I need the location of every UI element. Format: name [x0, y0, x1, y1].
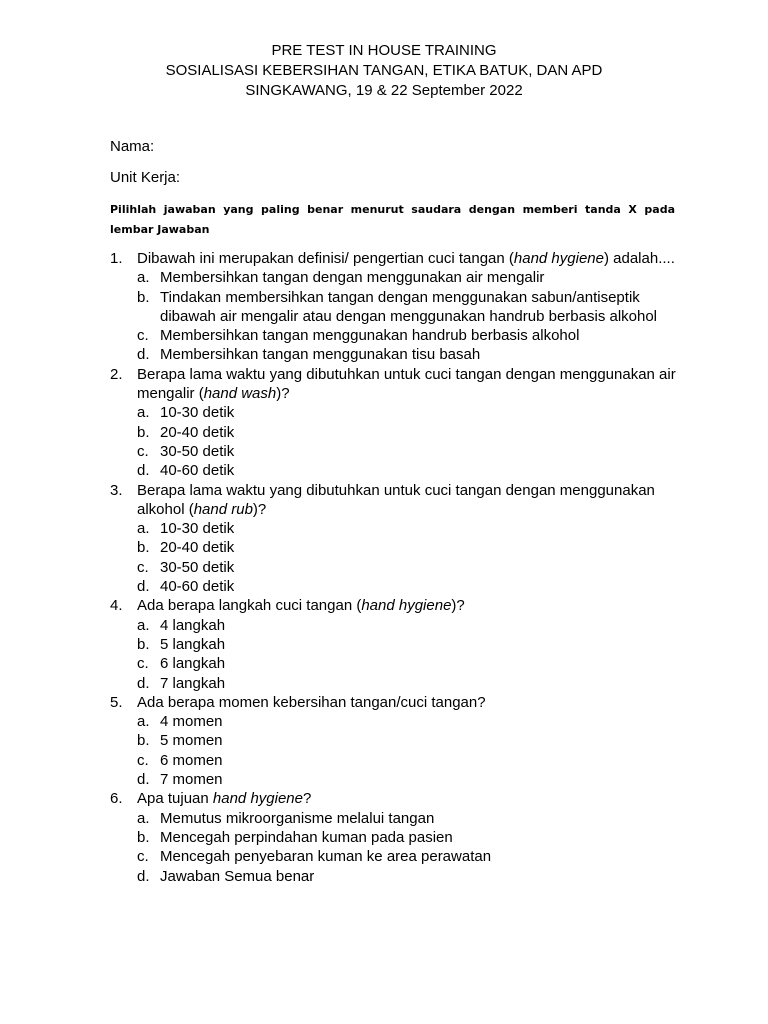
question-text: Ada berapa langkah cuci tangan (hand hygiene)? [137, 597, 465, 615]
answer-options [110, 809, 690, 886]
answer-option[interactable] [110, 635, 690, 654]
question-text: Apa tujuan hand hygiene? [137, 790, 312, 808]
nama-field-label: Nama: [110, 138, 155, 155]
question-text: Berapa lama waktu yang dibutuhkan untuk cuci tangan dengan menggunakan air mengalir (hand wash)? [137, 365, 676, 403]
answer-option[interactable] [110, 828, 690, 847]
option-text: 30-50 detik [160, 442, 235, 460]
option-text: Tindakan membersihkan tangan dengan menggunakan sabun/antiseptik dibawah air mengalir atau dengan menggunakan handrub berbasis alkohol [160, 288, 658, 325]
option-text: Membersihkan tangan dengan menggunakan air mengalir [160, 269, 545, 287]
question-5 [110, 693, 690, 789]
question-number: 4. [110, 597, 123, 615]
answer-option[interactable] [110, 674, 690, 693]
answer-options [110, 403, 690, 480]
option-letter: b. [137, 539, 150, 557]
question-text: Berapa lama waktu yang dibutuhkan untuk cuci tangan dengan menggunakan alkohol (hand rub)? [137, 481, 655, 518]
question-list [110, 249, 690, 886]
option-letter: a. [137, 809, 150, 827]
question-number: 1. [110, 250, 123, 267]
option-letter: b. [137, 288, 150, 306]
option-letter: d. [137, 771, 150, 789]
option-letter: c. [137, 751, 149, 769]
answer-option[interactable] [110, 288, 690, 327]
option-letter: a. [137, 713, 150, 731]
document-header [0, 41, 768, 101]
header-location-date: SINGKAWANG, 19 & 22 September 2022 [245, 82, 523, 99]
option-letter: d. [137, 674, 150, 692]
option-text: 20-40 detik [160, 423, 235, 441]
option-text: 30-50 detik [160, 558, 235, 576]
question-text: Dibawah ini merupakan definisi/ pengertian cuci tangan (hand hygiene) adalah.... [137, 250, 675, 267]
option-text: 6 langkah [160, 655, 226, 673]
option-letter: d. [137, 462, 150, 480]
question-4 [110, 596, 690, 692]
option-letter: d. [137, 578, 150, 596]
option-text: 40-60 detik [160, 578, 235, 596]
answer-option[interactable] [110, 577, 690, 596]
answer-option[interactable] [110, 654, 690, 673]
option-letter: d. [137, 867, 150, 885]
option-text: Memutus mikroorganisme melalui tangan [160, 809, 435, 827]
answer-option[interactable] [110, 268, 690, 287]
option-letter: b. [137, 732, 150, 750]
question-number: 3. [110, 481, 123, 499]
question-number: 6. [110, 790, 123, 808]
option-letter: a. [137, 269, 150, 287]
answer-option[interactable] [110, 867, 690, 886]
answer-option[interactable] [110, 538, 690, 557]
answer-option[interactable] [110, 712, 690, 731]
answer-options [110, 712, 690, 789]
unit-kerja-field-label: Unit Kerja: [110, 169, 181, 186]
answer-options [110, 268, 690, 364]
option-letter: c. [137, 655, 149, 673]
option-text: 5 momen [160, 732, 223, 750]
question-number: 2. [110, 365, 123, 383]
option-text: 10-30 detik [160, 404, 235, 422]
answer-option[interactable] [110, 423, 690, 442]
option-text: Membersihkan tangan menggunakan handrub berbasis alkohol [160, 327, 580, 345]
question-2 [110, 365, 690, 481]
answer-options [110, 519, 690, 596]
option-text: 7 momen [160, 771, 223, 789]
answer-option[interactable] [110, 616, 690, 635]
option-letter: c. [137, 327, 149, 345]
answer-option[interactable] [110, 731, 690, 750]
answer-option[interactable] [110, 403, 690, 422]
option-text: Mencegah perpindahan kuman pada pasien [160, 828, 453, 846]
answer-option[interactable] [110, 770, 690, 789]
question-6 [110, 789, 690, 885]
option-letter: b. [137, 828, 150, 846]
question-1 [110, 249, 690, 365]
option-letter: a. [137, 404, 150, 422]
option-text: 4 momen [160, 713, 223, 731]
option-text: 7 langkah [160, 674, 226, 692]
option-letter: b. [137, 635, 150, 653]
option-text: 10-30 detik [160, 520, 235, 538]
answer-option[interactable] [110, 345, 690, 364]
option-text: Mencegah penyebaran kuman ke area perawatan [160, 848, 492, 866]
answer-options [110, 616, 690, 693]
option-text: 6 momen [160, 751, 223, 769]
option-letter: d. [137, 346, 150, 364]
answer-option[interactable] [110, 442, 690, 461]
answer-option[interactable] [110, 847, 690, 866]
option-letter: a. [137, 520, 150, 538]
option-text: 4 langkah [160, 616, 226, 634]
option-letter: b. [137, 423, 150, 441]
instruction-text: Pilihlah jawaban yang paling benar menurut saudara dengan memberi tanda X pada lembar Jawaban [110, 203, 675, 236]
option-text: Jawaban Semua benar [160, 867, 315, 885]
option-text: 40-60 detik [160, 462, 235, 480]
question-3 [110, 481, 690, 597]
question-number: 5. [110, 693, 123, 711]
option-letter: c. [137, 442, 149, 460]
answer-option[interactable] [110, 326, 690, 345]
answer-option[interactable] [110, 751, 690, 770]
option-letter: c. [137, 558, 149, 576]
answer-option[interactable] [110, 461, 690, 480]
option-letter: c. [137, 848, 149, 866]
header-title: PRE TEST IN HOUSE TRAINING [271, 42, 497, 59]
option-letter: a. [137, 616, 150, 634]
option-text: 5 langkah [160, 635, 226, 653]
answer-option[interactable] [110, 519, 690, 538]
option-text: Membersihkan tangan menggunakan tisu basah [160, 346, 481, 364]
header-subtitle: SOSIALISASI KEBERSIHAN TANGAN, ETIKA BATUK, DAN APD [165, 62, 603, 79]
question-text: Ada berapa momen kebersihan tangan/cuci tangan? [137, 693, 486, 711]
answer-option[interactable] [110, 809, 690, 828]
answer-option[interactable] [110, 558, 690, 577]
option-text: 20-40 detik [160, 539, 235, 557]
